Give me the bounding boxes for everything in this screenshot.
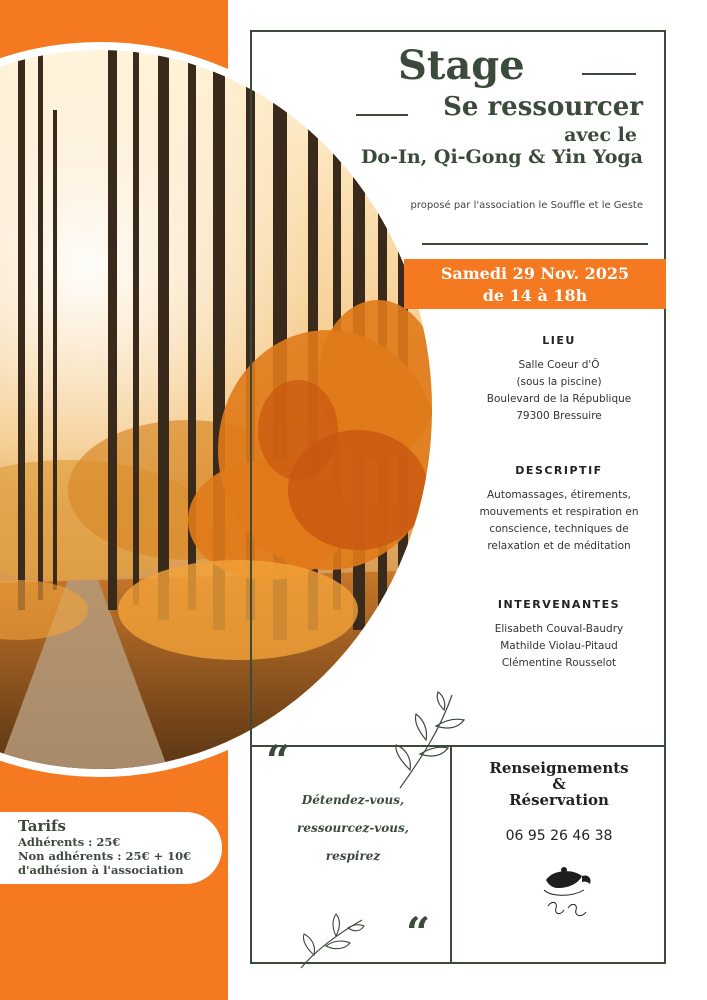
quote-close-icon: “ xyxy=(406,908,431,957)
intervenantes-heading: INTERVENANTES xyxy=(497,598,621,611)
lieu-line: Salle Coeur d'Ô xyxy=(518,359,600,371)
slogan-line: ressourcez-vous, xyxy=(297,821,409,835)
descriptif-heading: DESCRIPTIF xyxy=(515,464,603,477)
title-divider-right xyxy=(582,73,636,75)
descriptif-line: mouvements et respiration en xyxy=(479,506,639,518)
intervenante-name: Mathilde Violau-Pitaud xyxy=(500,640,618,652)
lieu-line: (sous la piscine) xyxy=(516,376,602,388)
subtitle-practices: Do-In, Qi-Gong & Yin Yoga xyxy=(360,146,643,168)
slogan-line: respirez xyxy=(325,849,381,863)
section-descriptif xyxy=(452,462,666,555)
leaf-branch-icon xyxy=(296,910,366,970)
page-title: Stage xyxy=(398,42,525,89)
descriptif-line: relaxation et de méditation xyxy=(487,540,631,552)
contact-title-line: Renseignements xyxy=(489,759,629,777)
section-intervenantes xyxy=(452,596,666,672)
descriptif-line: conscience, techniques de xyxy=(489,523,629,535)
lieu-heading: LIEU xyxy=(542,334,576,347)
tarif-line: Non adhérents : 25€ + 10€ xyxy=(18,849,192,863)
proposed-by: proposé par l'association le Souffle et le Geste xyxy=(410,200,643,211)
contact-title xyxy=(452,760,666,808)
lieu-line: Boulevard de la République xyxy=(486,393,632,405)
title-divider-left xyxy=(356,114,408,116)
descriptif-line: Automassages, étirements, xyxy=(487,489,631,501)
date-hours: de 14 à 18h xyxy=(482,286,588,305)
header-divider xyxy=(422,243,648,245)
intervenante-name: Elisabeth Couval-Baudry xyxy=(494,623,624,635)
tarif-line: Adhérents : 25€ xyxy=(18,835,121,849)
quote-open-icon: “ xyxy=(266,736,291,785)
subtitle-avec: avec le xyxy=(564,124,637,146)
date-banner xyxy=(404,259,666,309)
contact-title-line: & xyxy=(552,775,566,793)
teapot-logo-icon xyxy=(538,862,594,924)
date-day: Samedi 29 Nov. 2025 xyxy=(440,264,630,283)
intervenante-name: Clémentine Rousselot xyxy=(501,657,617,669)
section-lieu xyxy=(452,332,666,425)
lieu-line: 79300 Bressuire xyxy=(516,410,602,422)
contact-title-line: Réservation xyxy=(509,791,609,809)
slogan xyxy=(268,786,438,870)
slogan-line: Détendez-vous, xyxy=(301,793,405,807)
phone-number: 06 95 26 46 38 xyxy=(505,828,613,844)
subtitle: Se ressourcer xyxy=(443,92,643,122)
tarifs-panel xyxy=(0,812,222,884)
tarifs-title: Tarifs xyxy=(18,817,66,835)
tarif-line: d'adhésion à l'association xyxy=(18,863,184,877)
